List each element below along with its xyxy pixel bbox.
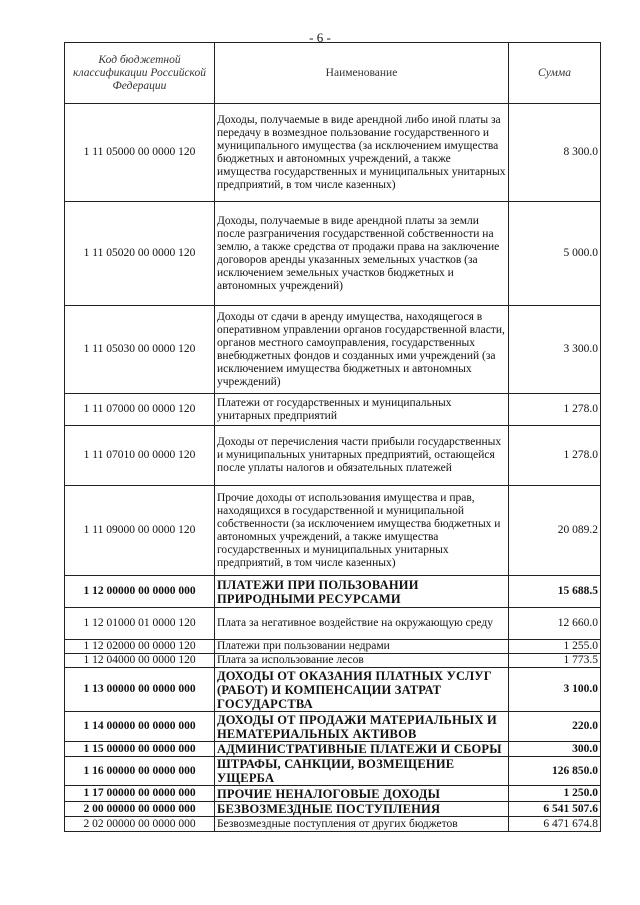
row-name: Прочие доходы от использования имущества и прав, находящихся в государственной и муниципальной собственности (за исключением имущества бюджетных и автономных учреждений, а также имущества государственных и муниципальных унитарных предприятий, в том числе казенных) <box>215 486 509 576</box>
row-sum: 300.0 <box>509 742 601 757</box>
table-row <box>65 202 601 306</box>
table-row <box>65 654 601 668</box>
row-name: Платежи от государственных и муниципальных унитарных предприятий <box>215 394 509 426</box>
row-code: 1 12 02000 00 0000 120 <box>65 640 215 654</box>
table-row <box>65 608 601 640</box>
table-row <box>65 757 601 786</box>
row-sum: 15 688.5 <box>509 576 601 608</box>
row-name: Доходы от перечисления части прибыли государственных и муниципальных унитарных предприятий, остающейся после уплаты налогов и обязательных платежей <box>215 426 509 486</box>
table-row <box>65 786 601 802</box>
row-sum: 126 850.0 <box>509 757 601 786</box>
row-name: ШТРАФЫ, САНКЦИИ, ВОЗМЕЩЕНИЕ УЩЕРБА <box>215 757 509 786</box>
row-sum: 3 100.0 <box>509 668 601 712</box>
row-code: 1 17 00000 00 0000 000 <box>65 786 215 802</box>
row-name: Плата за использование лесов <box>215 654 509 668</box>
row-sum: 1 278.0 <box>509 394 601 426</box>
table-row <box>65 712 601 742</box>
row-name: Доходы от сдачи в аренду имущества, находящегося в оперативном управлении органов государственной власти, органов местного самоуправления, государственных внебюджетных фондов и созданных ими учреждений (за исключением имущества бюджетных и автономных учреждений) <box>215 306 509 394</box>
row-code: 1 11 05020 00 0000 120 <box>65 202 215 306</box>
row-sum: 220.0 <box>509 712 601 742</box>
row-code: 1 11 05000 00 0000 120 <box>65 104 215 202</box>
row-name: Плата за негативное воздействие на окружающую среду <box>215 608 509 640</box>
row-code: 1 15 00000 00 0000 000 <box>65 742 215 757</box>
row-name: Доходы, получаемые в виде арендной платы за земли после разграничения государственной собственности на землю, а также средства от продажи права на заключение договоров аренды указанных земельных участков (за исключением земельных участков бюджетных и автономных учреждений) <box>215 202 509 306</box>
row-name: ДОХОДЫ ОТ ПРОДАЖИ МАТЕРИАЛЬНЫХ И НЕМАТЕРИАЛЬНЫХ АКТИВОВ <box>215 712 509 742</box>
row-name: Доходы, получаемые в виде арендной либо иной платы за передачу в возмездное пользование государственного и муниципального имущества (за исключением имущества бюджетных и автономных учреждений, а также имущества государственных и муниципальных унитарных предприятий, в том числе казенных) <box>215 104 509 202</box>
row-code: 1 11 05030 00 0000 120 <box>65 306 215 394</box>
table-row <box>65 640 601 654</box>
header-name: Наименование <box>215 43 509 104</box>
row-sum: 6 541 507.6 <box>509 802 601 817</box>
table-row <box>65 576 601 608</box>
table-row <box>65 306 601 394</box>
row-sum: 1 250.0 <box>509 786 601 802</box>
row-name: ПЛАТЕЖИ ПРИ ПОЛЬЗОВАНИИ ПРИРОДНЫМИ РЕСУРСАМИ <box>215 576 509 608</box>
table-header-row <box>65 43 601 104</box>
header-sum: Сумма <box>509 43 601 104</box>
row-sum: 1 278.0 <box>509 426 601 486</box>
page-number: - 6 - <box>309 30 331 45</box>
row-code: 1 11 07010 00 0000 120 <box>65 426 215 486</box>
row-sum: 3 300.0 <box>509 306 601 394</box>
table-row <box>65 426 601 486</box>
row-code: 1 11 09000 00 0000 120 <box>65 486 215 576</box>
table-row <box>65 817 601 832</box>
row-code: 1 11 07000 00 0000 120 <box>65 394 215 426</box>
row-sum: 5 000.0 <box>509 202 601 306</box>
row-sum: 6 471 674.8 <box>509 817 601 832</box>
row-sum: 8 300.0 <box>509 104 601 202</box>
row-name: БЕЗВОЗМЕЗДНЫЕ ПОСТУПЛЕНИЯ <box>215 802 509 817</box>
row-name: ДОХОДЫ ОТ ОКАЗАНИЯ ПЛАТНЫХ УСЛУГ (РАБОТ) И КОМПЕНСАЦИИ ЗАТРАТ ГОСУДАРСТВА <box>215 668 509 712</box>
row-code: 2 02 00000 00 0000 000 <box>65 817 215 832</box>
row-sum: 1 255.0 <box>509 640 601 654</box>
row-name: АДМИНИСТРАТИВНЫЕ ПЛАТЕЖИ И СБОРЫ <box>215 742 509 757</box>
row-sum: 20 089.2 <box>509 486 601 576</box>
row-code: 1 12 00000 00 0000 000 <box>65 576 215 608</box>
row-name: Платежи при пользовании недрами <box>215 640 509 654</box>
row-sum: 1 773.5 <box>509 654 601 668</box>
row-code: 1 12 04000 00 0000 120 <box>65 654 215 668</box>
table-row <box>65 104 601 202</box>
row-code: 1 16 00000 00 0000 000 <box>65 757 215 786</box>
table-row <box>65 486 601 576</box>
row-code: 2 00 00000 00 0000 000 <box>65 802 215 817</box>
table-row <box>65 802 601 817</box>
row-code: 1 14 00000 00 0000 000 <box>65 712 215 742</box>
row-code: 1 13 00000 00 0000 000 <box>65 668 215 712</box>
table-row <box>65 742 601 757</box>
budget-table <box>64 42 601 832</box>
table-row <box>65 394 601 426</box>
row-code: 1 12 01000 01 0000 120 <box>65 608 215 640</box>
table-body <box>65 104 601 832</box>
header-code: Код бюджетной классификации Российской Федерации <box>65 43 215 104</box>
row-name: Безвозмездные поступления от других бюджетов <box>215 817 509 832</box>
row-name: ПРОЧИЕ НЕНАЛОГОВЫЕ ДОХОДЫ <box>215 786 509 802</box>
row-sum: 12 660.0 <box>509 608 601 640</box>
table-row <box>65 668 601 712</box>
